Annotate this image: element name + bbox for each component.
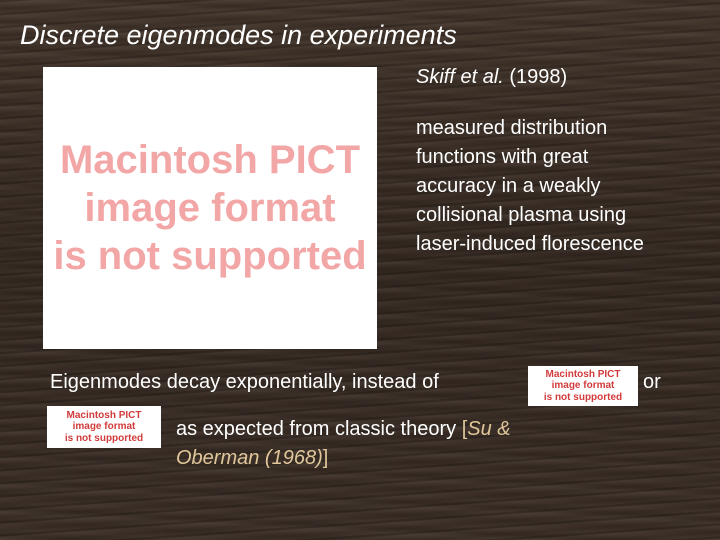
eigenmodes-intro: Eigenmodes decay exponentially, instead of xyxy=(50,371,439,393)
placeholder-line: Macintosh PICT xyxy=(66,409,142,421)
placeholder-line: image format xyxy=(551,380,615,392)
description-line: measured distribution xyxy=(416,117,608,139)
slide-title: Discrete eigenmodes in experiments xyxy=(20,20,457,50)
placeholder-line: image format xyxy=(84,186,336,230)
placeholder-line: is not supported xyxy=(53,234,367,278)
placeholder-line: Macintosh PICT xyxy=(59,138,361,182)
citation xyxy=(416,66,567,89)
or-text: or xyxy=(643,371,661,393)
description-line: collisional plasma using xyxy=(416,204,627,226)
description-line: accuracy in a weakly xyxy=(416,175,601,197)
placeholder-line: image format xyxy=(72,421,136,433)
placeholder-line: is not supported xyxy=(543,391,623,403)
citation-year: (1998) xyxy=(503,66,568,88)
description-text xyxy=(416,114,716,259)
expected-phrase: as expected from classic theory xyxy=(176,418,462,440)
reference-bracket-open: [ xyxy=(461,418,468,440)
expected-text xyxy=(176,415,511,473)
placeholder-line: is not supported xyxy=(64,432,144,444)
description-line: laser-induced florescence xyxy=(416,233,644,255)
unsupported-equation-placeholder xyxy=(47,406,161,448)
reference-year: Oberman (1968) xyxy=(176,447,323,469)
reference-bracket-close: ] xyxy=(322,447,329,469)
placeholder-line: Macintosh PICT xyxy=(545,368,621,380)
unsupported-equation-placeholder xyxy=(528,366,638,406)
unsupported-image-placeholder xyxy=(43,67,377,349)
description-line: functions with great xyxy=(416,146,589,168)
reference-authors: Su & xyxy=(467,418,511,440)
citation-authors: Skiff et al. xyxy=(416,66,504,88)
